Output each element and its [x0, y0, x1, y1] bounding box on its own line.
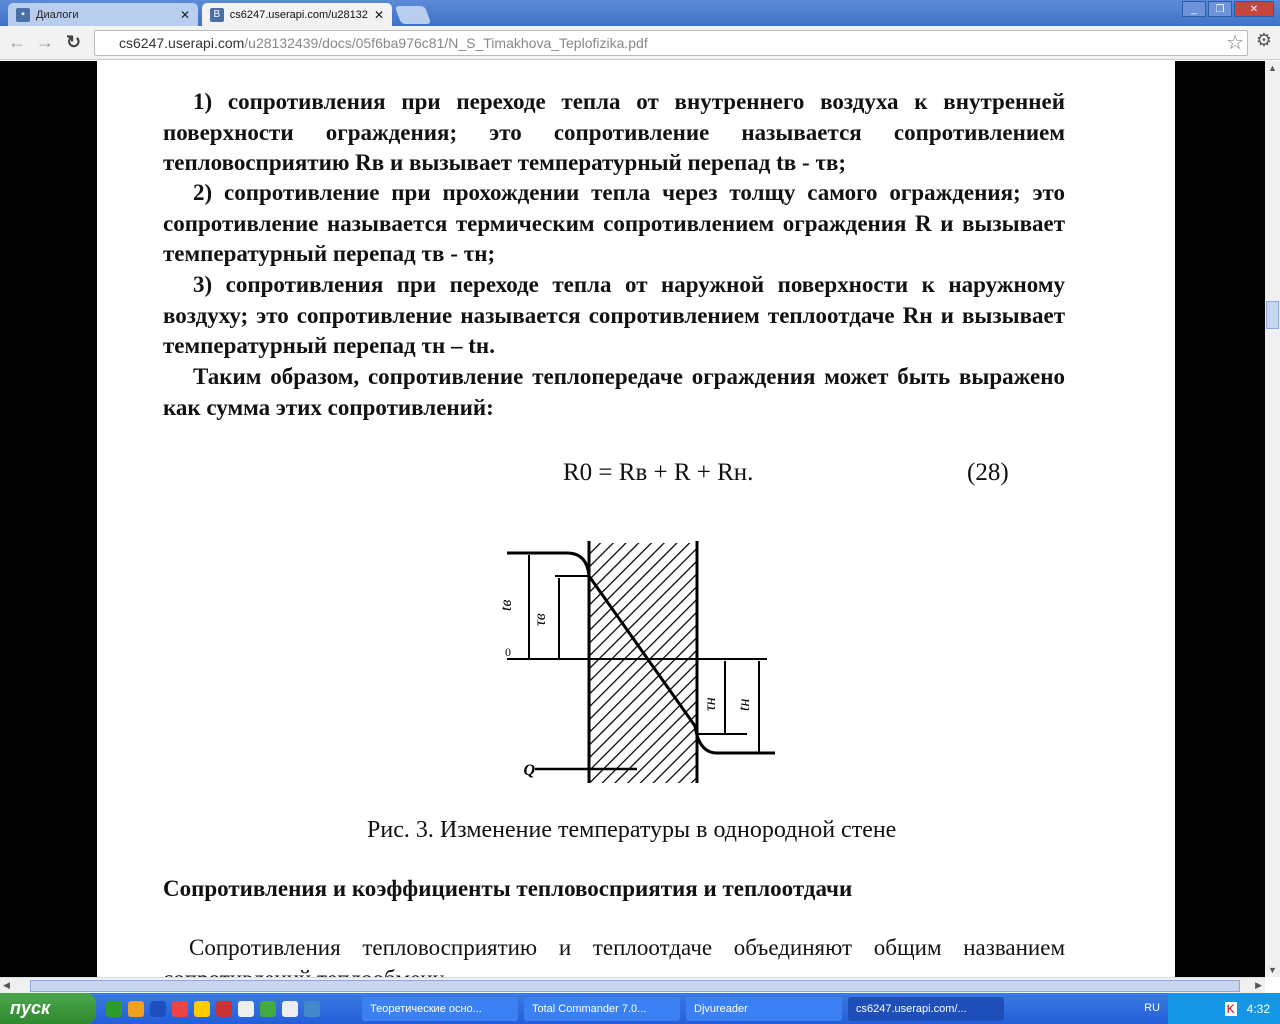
label-q: Q [523, 762, 535, 779]
vk-icon: B [210, 8, 224, 22]
app-icon[interactable] [128, 1001, 144, 1017]
close-window-button[interactable]: ✕ [1234, 1, 1274, 17]
vertical-scrollbar[interactable]: ▲ ▼ [1265, 61, 1280, 977]
speech-icon: ▪ [16, 8, 30, 22]
wall-hatch [589, 543, 697, 783]
wrench-menu-icon[interactable]: ⚙ [1255, 30, 1272, 50]
taskbar-item[interactable] [362, 997, 518, 1021]
formula-number: (28) [967, 459, 1009, 486]
url-path: /u28132439/docs/05f6ba976c81/N_S_Timakhova_Teplofizika.pdf [244, 35, 648, 51]
forward-button[interactable]: → [36, 32, 54, 52]
label-t-in: tв [498, 599, 515, 611]
taskbar-item-label: Total Commander 7.0... [532, 1002, 647, 1015]
app-icon[interactable] [304, 1001, 320, 1017]
paragraph-2: 2) сопротивление при прохождении тепла через толщу самого ограждения; это сопротивление называется термическим сопротивлением ограждения R и вызывает температурный перепад τв - τн; [163, 180, 1065, 266]
taskbar-item[interactable] [686, 997, 842, 1021]
system-tray [1168, 993, 1280, 1024]
horizontal-scrollbar[interactable]: ◀ ▶ [0, 977, 1265, 993]
quick-launch [106, 1001, 356, 1017]
section-heading: Сопротивления и коэффициенты тепловосприятия и теплоотдачи [163, 876, 853, 901]
start-label: пуск [10, 998, 51, 1018]
chrome-icon[interactable] [172, 1001, 188, 1017]
browser-toolbar [0, 26, 1280, 60]
app-icon[interactable] [216, 1001, 232, 1017]
app-icon[interactable] [150, 1001, 166, 1017]
pdf-page [97, 61, 1175, 977]
taskbar-item[interactable] [524, 997, 680, 1021]
label-tau-in: τв [532, 613, 549, 626]
word-icon[interactable] [282, 1001, 298, 1017]
taskbar [0, 993, 1280, 1024]
reload-button[interactable]: ↻ [66, 32, 82, 52]
tab-pdf[interactable] [202, 3, 392, 26]
tab-strip [0, 0, 1280, 26]
close-tab-icon[interactable]: ✕ [373, 7, 384, 22]
figure-caption: Рис. 3. Изменение температуры в однородной стене [367, 817, 897, 843]
temperature-figure [497, 531, 787, 791]
label-t-out: tн [736, 698, 753, 711]
antivirus-icon[interactable]: K [1226, 1001, 1235, 1016]
tab-label: cs6247.userapi.com/u28132 [229, 8, 368, 21]
tab-label: Диалоги [36, 8, 79, 21]
language-indicator[interactable]: RU [1144, 1002, 1160, 1014]
new-tab-button[interactable] [395, 6, 432, 24]
back-button[interactable]: ← [8, 32, 26, 52]
paragraph-4: Таким образом, сопротивление теплопередаче ограждения может быть выражено как сумма этих сопротивлений: [163, 364, 1065, 420]
label-zero: 0 [505, 645, 511, 659]
maximize-button[interactable]: ❐ [1208, 1, 1232, 17]
label-tau-out: τн [702, 697, 719, 711]
taskbar-item-active[interactable] [848, 997, 1004, 1021]
formula: R0 = Rв + R + Rн. [563, 459, 754, 486]
start-button[interactable] [0, 993, 96, 1024]
bookmark-star-icon[interactable]: ☆ [1226, 32, 1244, 54]
taskbar-item-label: cs6247.userapi.com/... [856, 1002, 967, 1015]
paragraph-1: 1) сопротивления при переходе тепла от внутреннего воздуха к внутренней поверхности ограждения; это сопротивление называется сопротивлением тепловосприятию Rв и вызывает температурный перепад tв - τв; [163, 89, 1065, 175]
close-tab-icon[interactable]: ✕ [179, 7, 190, 22]
pdf-viewer [0, 61, 1265, 977]
paragraph-3: 3) сопротивления при переходе тепла от наружной поверхности к наружному воздуху; это сопротивление называется сопротивлением теплоотдаче Rн и вызывает температурный перепад τн – tн. [163, 272, 1065, 358]
app-icon[interactable] [194, 1001, 210, 1017]
app-icon[interactable] [238, 1001, 254, 1017]
minimize-button[interactable]: _ [1182, 1, 1206, 17]
tab-dialogs[interactable] [8, 3, 198, 26]
clock: 4:32 [1246, 1001, 1270, 1016]
address-bar[interactable] [94, 30, 1248, 56]
taskbar-item-label: Djvureader [694, 1002, 748, 1015]
app-icon[interactable] [260, 1001, 276, 1017]
taskbar-item-label: Теоретические осно... [370, 1002, 482, 1015]
paragraph-5: Сопротивления тепловосприятию и теплоотдаче объединяют общим названием [189, 935, 1065, 960]
url-host: cs6247.userapi.com [119, 35, 245, 51]
app-icon[interactable] [106, 1001, 122, 1017]
